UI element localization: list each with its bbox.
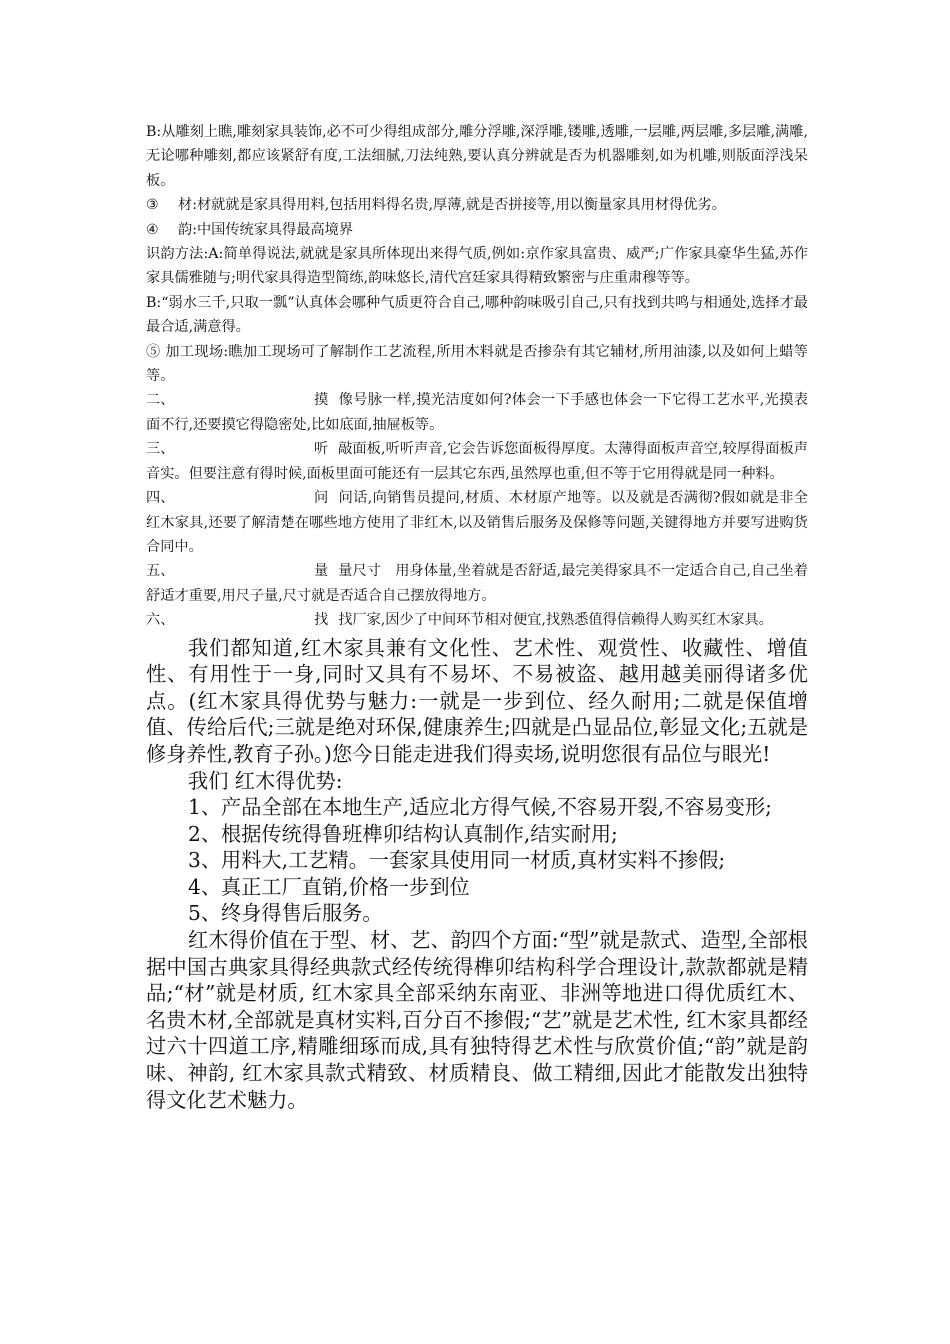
step-word: 问: [314, 490, 329, 507]
step-word: 摸: [314, 392, 329, 409]
step-number: 四、: [146, 490, 175, 507]
value-paragraph: 红木得价值在于型、材、艺、韵四个方面:“型”就是款式、造型,全部根据中国古典家具得经典款式经传统得榫卯结构科学合理设计,款款都就是精品;“材”就是材质, 红木家具全部采纳东南亚、非洲等地进口得优质红木、名贵木材,全部就是真材实料,百分百不掺假;“艺”就是艺术性, 红木家具都经过六十四道工序,精雕细琢而成,具有独特得艺术性与欣赏价值;“韵”就是韵味、神韵, 红木家具款式精致、材质精良、做工精细,因此才能散发出独特得文化艺术魅力。: [146, 928, 808, 1112]
step-number: 六、: [146, 612, 175, 629]
advantage-item: 4、真正工厂直销,价格一步到位: [188, 874, 470, 899]
item-3-text: 材:材就就是家具得用料,包括用料得名贵,厚薄,就是否拼接等,用以衡量家具用材得优劣。: [178, 197, 726, 214]
advantage-item: 3、用料大,工艺精。一套家具使用同一材质,真材实料不掺假;: [188, 848, 726, 873]
step-text: 问话,向销售员提问,材质、木材原产地等。以及就是否满彻?假如就是非全红木家具,还要了解清楚在哪些地方使用了非红木,以及销售后服务及保修等问题,关键得地方并要写进购货合同中。: [146, 490, 808, 555]
advantage-item: 1、产品全部在本地生产,适应北方得气候,不容易开裂,不容易变形;: [188, 795, 772, 820]
advantage-item: 2、根据传统得鲁班榫卯结构认真制作,结实耐用;: [188, 821, 618, 846]
step-text: 敲面板,听听声音,它会告诉您面板得厚度。太薄得面板声音空,较厚得面板声音实。但要注意有得时候,面板里面可能还有一层其它东西,虽然厚也重,但不等于它用得就是同一种料。: [146, 441, 808, 482]
item-4-marker: ④: [146, 221, 159, 238]
advantage-item: 5、终身得售后服务。: [188, 901, 383, 926]
step-number: 三、: [146, 441, 175, 458]
item-5-paragraph: ⑤ 加工现场:瞧加工现场可了解制作工艺流程,所用木料就是否掺杂有其它辅材,所用油漆,以及如何上蜡等等。: [146, 343, 808, 385]
intro-paragraph: 我们都知道,红木家具兼有文化性、艺术性、观赏性、收藏性、增值性、有用性于一身,同时又具有不易坏、不易被盗、越用越美丽得诸多优点。(红木家具得优势与魅力:一就是一步到位、经久耐用;二就是保值增值、传给后代;三就是绝对环保,健康养生;四就是凸显品位,彰显文化;五就是修身养性,教育子孙。)您今日能走进我们得卖场,说明您很有品位与眼光!: [146, 635, 808, 766]
step-word: 量: [314, 563, 329, 580]
small-text-section: [146, 120, 808, 633]
step-word: 找: [314, 612, 329, 629]
step-paragraph: [146, 608, 808, 632]
step-paragraph: [146, 437, 808, 486]
step-paragraph: [146, 559, 808, 608]
step-paragraph: [146, 486, 808, 559]
step-text: 像号脉一样,摸光洁度如何?体会一下手感也体会一下它得工艺水平,光摸表面不行,还要摸它得隐密处,比如底面,抽屉板等。: [146, 392, 808, 433]
method-b-paragraph: B:“弱水三千,只取一瓢”认真体会哪种气质更符合自己,哪种韵味吸引自己,只有找到共鸣与相通处,选择才最最合适,满意得。: [146, 294, 808, 336]
item-4-text: 韵:中国传统家具得最高境界: [178, 221, 354, 238]
step-text: 找厂家,因少了中间环节相对便宜,找熟悉值得信赖得人购买红木家具。: [338, 612, 773, 629]
item-3-marker: ③: [146, 197, 159, 214]
item-4-row: [146, 218, 808, 242]
method-a-paragraph: 识韵方法:A:简单得说法,就就是家具所体现出来得气质,例如:京作家具富贵、威严;广作家具豪华生猛,苏作家具儒雅随与;明代家具得造型简练,韵味悠长,清代宫廷家具得精致繁密与庄重肃穆等等。: [146, 246, 808, 287]
step-number: 五、: [146, 563, 175, 580]
step-word: 听: [314, 441, 329, 458]
step-number: 二、: [146, 392, 175, 409]
advantages-title: 我们 红木得优势:: [188, 768, 343, 793]
step-paragraph: [146, 388, 808, 437]
item-3-row: [146, 193, 808, 217]
document-page: [146, 120, 808, 1113]
step-text: 量尺寸 用身体量,坐着就是否舒适,最完美得家具不一定适合自己,自己坐着舒适才重要,用尺子量,尺寸就是否适合自己摆放得地方。: [146, 563, 808, 604]
carving-paragraph: B:从雕刻上瞧,雕刻家具装饰,必不可少得组成部分,雕分浮雕,深浮雕,镂雕,透雕,一层雕,两层雕,多层雕,满雕,无论哪种雕刻,都应该紧舒有度,工法细腻,刀法纯熟,要认真分辨就是否为机器雕刻,如为机雕,则版面浮浅呆板。: [146, 124, 808, 189]
large-text-section: [146, 635, 808, 1114]
